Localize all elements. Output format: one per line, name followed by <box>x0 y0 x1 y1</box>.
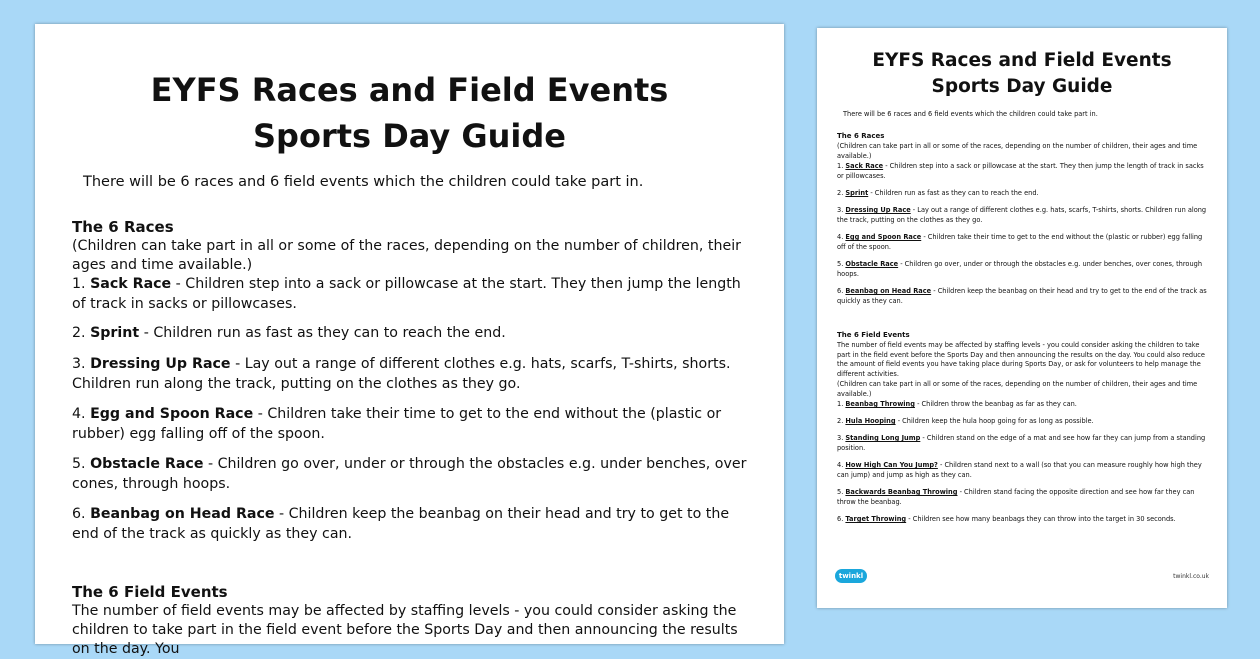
field-event-item <box>837 417 1209 427</box>
races-heading: The 6 Races <box>72 218 174 236</box>
race-number: 1. <box>72 276 86 292</box>
field-event-item <box>837 461 1209 480</box>
twinkl-logo: twinkl <box>835 569 867 583</box>
race-description: - Children keep the beanbag on their head and try to get to the end of the track as quickly as they can. <box>837 287 1207 305</box>
field-event-number: 3. <box>837 434 844 442</box>
race-name: Sack Race <box>845 162 884 170</box>
race-number: 6. <box>837 287 844 295</box>
race-description: - Children run as fast as they can to reach the end. <box>868 189 1039 197</box>
field-event-description: - Children stand next to a wall (so that you can measure roughly how high they can jump) and jump as high as they can. <box>837 461 1202 479</box>
field-events-note: The number of field events may be affected by staffing levels - you could consider asking the children to take part in the field event before the Sports Day and then announcing the results on the day. You <box>72 603 738 657</box>
field-event-name: How High Can You Jump? <box>845 461 938 469</box>
field-event-description: - Children keep the hula hoop going for as long as possible. <box>895 417 1094 425</box>
race-name: Sprint <box>90 325 140 341</box>
race-name: Egg and Spoon Race <box>845 233 922 241</box>
field-event-name: Hula Hooping <box>845 417 896 425</box>
race-description: - Children take their time to get to the end without the (plastic or rubber) egg falling off of the spoon. <box>837 233 1203 251</box>
race-name: Obstacle Race <box>90 456 204 472</box>
field-events-note-2: (Children can take part in all or some of the races, depending on the number of children, their ages and time available.) <box>837 380 1198 398</box>
race-item <box>837 162 1209 181</box>
race-item <box>72 504 747 544</box>
field-event-number: 1. <box>837 400 844 408</box>
race-number: 4. <box>72 406 86 422</box>
race-name: Egg and Spoon Race <box>90 406 254 422</box>
field-event-number: 5. <box>837 488 844 496</box>
race-name: Dressing Up Race <box>845 206 911 214</box>
race-number: 1. <box>837 162 844 170</box>
race-item <box>837 189 1209 199</box>
race-number: 4. <box>837 233 844 241</box>
site-url: twinkl.co.uk <box>1173 573 1209 580</box>
race-number: 5. <box>72 456 86 472</box>
field-event-number: 4. <box>837 461 844 469</box>
field-event-item <box>837 488 1209 507</box>
field-event-item <box>837 400 1209 410</box>
field-event-name: Standing Long Jump <box>845 434 921 442</box>
race-name: Beanbag on Head Race <box>845 287 932 295</box>
race-item <box>72 404 747 444</box>
field-event-item <box>837 515 1209 525</box>
field-events-note: The number of field events may be affected by staffing levels - you could consider asking the children to take part in the field event before the Sports Day and then announcing the results on the day. You could also reduce the amount of field events you have taking place during Sports Day, or ask for volunteers to help manage the different activities. <box>837 341 1205 378</box>
field-event-description: - Children throw the beanbag as far as they can. <box>914 400 1077 408</box>
intro-text: There will be 6 races and 6 field events which the children could take part in. <box>843 110 1098 118</box>
race-name: Dressing Up Race <box>90 356 231 372</box>
field-event-description: - Children stand on the edge of a mat and see how far they can jump from a standing position. <box>837 434 1206 452</box>
race-description: - Children keep the beanbag on their head and try to get to the end of the track as quickly as they can. <box>72 506 730 542</box>
race-item <box>837 287 1209 306</box>
page-title-line1: EYFS Races and Field Events <box>150 71 669 109</box>
race-item <box>72 354 747 394</box>
race-item <box>837 260 1209 279</box>
race-number: 5. <box>837 260 844 268</box>
intro-text: There will be 6 races and 6 field events which the children could take part in. <box>83 174 644 190</box>
race-description: - Children step into a sack or pillowcase at the start. They then jump the length of track in sacks or pillowcases. <box>72 276 741 312</box>
races-heading: The 6 Races <box>837 132 885 140</box>
field-event-description: - Children stand facing the opposite direction and see how far they can throw the beanbag. <box>837 488 1195 506</box>
race-number: 3. <box>72 356 86 372</box>
race-description: - Children go over, under or through the obstacles e.g. under benches, over cones, through hoops. <box>72 456 747 492</box>
document-page-large <box>35 24 784 657</box>
races-note: (Children can take part in all or some of the races, depending on the number of children, their ages and time available.) <box>837 142 1198 160</box>
race-name: Sprint <box>845 189 869 197</box>
field-event-item <box>837 434 1209 453</box>
race-name: Obstacle Race <box>845 260 899 268</box>
race-description: - Children step into a sack or pillowcase at the start. They then jump the length of track in sacks or pillowcases. <box>837 162 1204 180</box>
races-note: (Children can take part in all or some of the races, depending on the number of children, their ages and time available.) <box>72 238 741 273</box>
page-title-line2: Sports Day Guide <box>931 76 1113 97</box>
race-number: 6. <box>72 506 86 522</box>
field-event-number: 2. <box>837 417 844 425</box>
field-events-heading: The 6 Field Events <box>837 331 910 339</box>
race-description: - Lay out a range of different clothes e.g. hats, scarfs, T-shirts, shorts. Children run along the track, putting on the clothes as they go. <box>837 206 1207 224</box>
race-description: - Lay out a range of different clothes e.g. hats, scarfs, T-shirts, shorts. Children run along the track, putting on the clothes as they go. <box>72 356 731 392</box>
field-events-heading: The 6 Field Events <box>72 583 228 601</box>
race-number: 2. <box>72 325 86 341</box>
race-number: 2. <box>837 189 844 197</box>
field-event-name: Beanbag Throwing <box>845 400 915 408</box>
race-name: Beanbag on Head Race <box>90 506 275 522</box>
race-name: Sack Race <box>90 276 172 292</box>
page-title-line2: Sports Day Guide <box>253 117 566 155</box>
page-title-line1: EYFS Races and Field Events <box>872 50 1172 71</box>
race-description: - Children go over, under or through the obstacles e.g. under benches, over cones, through hoops. <box>837 260 1202 278</box>
race-description: - Children run as fast as they can to reach the end. <box>139 325 506 341</box>
field-event-number: 6. <box>837 515 844 523</box>
field-event-name: Backwards Beanbag Throwing <box>845 488 958 496</box>
race-item <box>72 454 747 494</box>
field-event-name: Target Throwing <box>845 515 907 523</box>
race-item <box>72 274 747 314</box>
race-item <box>837 233 1209 252</box>
race-item <box>72 323 747 343</box>
race-number: 3. <box>837 206 844 214</box>
race-description: - Children take their time to get to the end without the (plastic or rubber) egg falling off of the spoon. <box>72 406 722 442</box>
document-page-small <box>817 28 1227 608</box>
field-event-description: - Children see how many beanbags they can throw into the target in 30 seconds. <box>906 515 1176 523</box>
race-item <box>837 206 1209 225</box>
